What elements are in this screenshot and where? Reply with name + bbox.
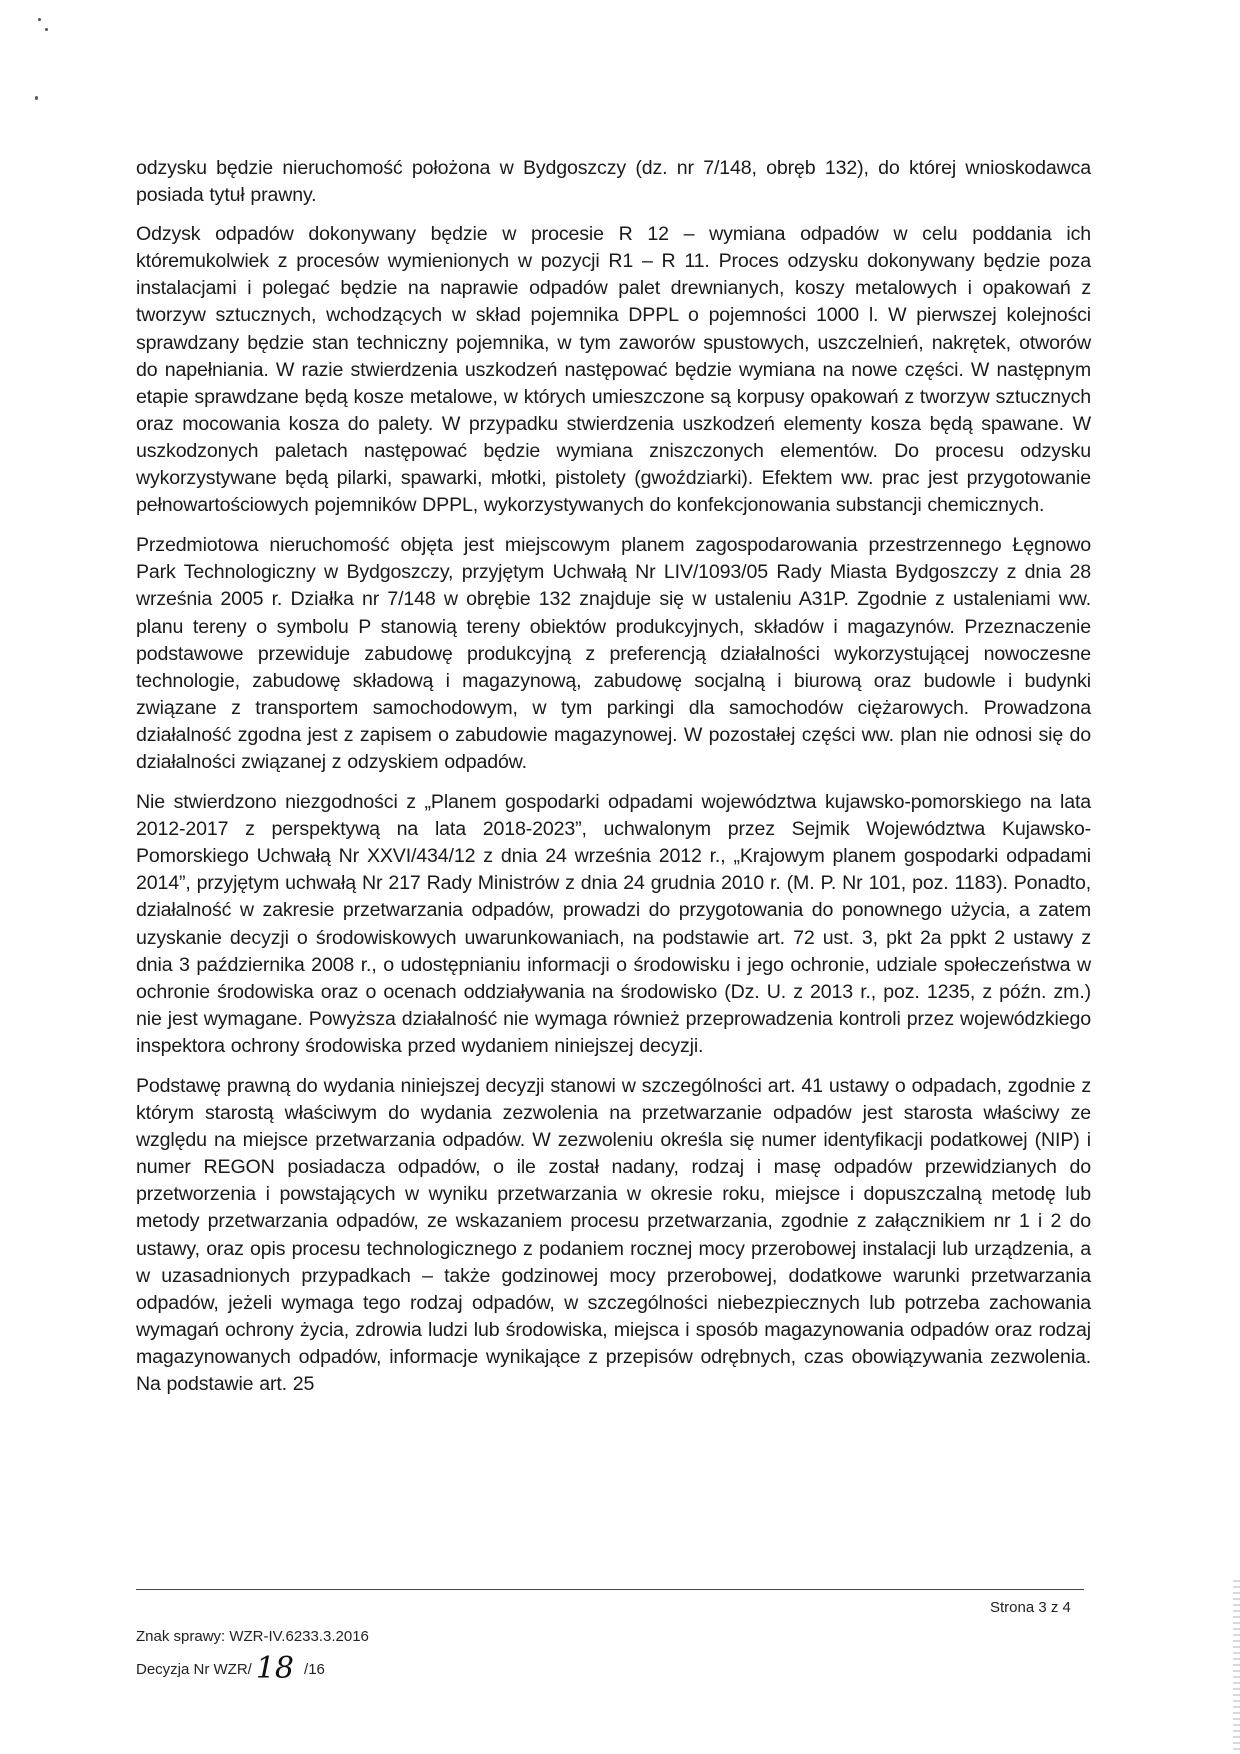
footer-divider [136, 1589, 1084, 1590]
document-body [136, 155, 1091, 1411]
paragraph-recovery-process: Odzysk odpadów dokonywany będzie w procesie R 12 – wymiana odpadów w celu poddania ich któremukolwiek z procesów wymienionych w pozycji R1 – R 11. Proces odzysku dokonywany będzie poza instalacjami i polegać będzie na naprawie odpadów palet drewnianych, koszy metalowych i opakowań z tworzyw sztucznych, wchodzących w skład pojemnika DPPL o pojemności 1000 l. W pierwszej kolejności sprawdzany będzie stan techniczny pojemnika, w tym zaworów spustowych, uszczelnień, nakrętek, otworów do napełniania. W razie stwierdzenia uszkodzeń następować będzie wymiana na nowe części. W następnym etapie sprawdzane będą kosze metalowe, w których umieszczone są korpusy opakowań z tworzyw sztucznych oraz mocowania kosza do palety. W przypadku stwierdzenia uszkodzeń elementy kosza będą spawane. W uszkodzonych paletach następować będzie wymiana zniszczonych elementów. Do procesu odzysku wykorzystywane będą pilarki, spawarki, młotki, pistolety (gwoździarki). Efektem ww. prac jest przygotowanie pełnowartościowych pojemników DPPL, wykorzystywanych do konfekcjonowania substancji chemicznych. [136, 223, 1091, 517]
scan-speck [45, 28, 48, 31]
scan-speck [35, 96, 38, 100]
paragraph-zoning-plan: Przedmiotowa nieruchomość objęta jest miejscowym planem zagospodarowania przestrzennego Łęgnowo Park Technologiczny w Bydgoszczy, przyjętym Uchwałą Nr LIV/1093/05 Rady Miasta Bydgoszczy z dnia 28 września 2005 r. Działka nr 7/148 w obrębie 132 znajduje się w ustaleniu A31P. Zgodnie z ustaleniami ww. planu tereny o symbolu P stanowią tereny obiektów produkcyjnych, składów i magazynów. Przeznaczenie podstawowe przewiduje zabudowę produkcyjną z preferencją działalności wykorzystującej nowoczesne technologie, zabudowę składową i magazynową, zabudowę socjalną i biurową oraz budowle i budynki związane z transportem samochodowym, w tym parkingi dla samochodów ciężarowych. Prowadzona działalność zgodna jest z zapisem o zabudowie magazynowej. W pozostałej części ww. plan nie odnosi się do działalności związanej z odzyskiem odpadów. [136, 534, 1091, 773]
paragraph-waste-plan-compliance: Nie stwierdzono niezgodności z „Planem gospodarki odpadami województwa kujawsko-pomorskiego na lata 2012-2017 z perspektywą na lata 2018-2023”, uchwalonym przez Sejmik Województwa Kujawsko-Pomorskiego Uchwałą Nr XXVI/434/12 z dnia 24 września 2012 r., „Krajowym planem gospodarki odpadami 2014”, przyjętym uchwałą Nr 217 Rady Ministrów z dnia 24 grudnia 2010 r. (M. P. Nr 101, poz. 1183). Ponadto, działalność w zakresie przetwarzania odpadów, prowadzi do przygotowania do ponownego użycia, a zatem uzyskanie decyzji o środowiskowych uwarunkowaniach, na podstawie art. 72 ust. 3, pkt 2a ppkt 2 ustawy z dnia 3 października 2008 r., o udostępnianiu informacji o środowisku i jego ochronie, udziale społeczeństwa w ochronie środowiska oraz o ocenach oddziaływania na środowisko (Dz. U. z 2013 r., poz. 1235, z późn. zm.) nie jest wymagane. Powyższa działalność nie wymaga również przeprowadzenia kontroli przez wojewódzkiego inspektora ochrony środowiska przed wydaniem niniejszej decyzji. [136, 791, 1091, 1057]
paragraph-recovery-site: odzysku będzie nieruchomość położona w Bydgoszczy (dz. nr 7/148, obręb 132), do której wnioskodawca posiada tytuł prawny. [136, 157, 1091, 207]
decision-suffix: /16 [304, 1661, 325, 1678]
paragraph-legal-basis: Podstawę prawną do wydania niniejszej decyzji stanowi w szczególności art. 41 ustawy o odpadach, zgodnie z którym starostą właściwym do wydania zezwolenia na przetwarzanie odpadów jest starosta właściwy ze względu na miejsce przetwarzania odpadów. W zezwoleniu określa się numer identyfikacji podatkowej (NIP) i numer REGON posiadacza odpadów, o ile został nadany, rodzaj i masę odpadów przewidzianych do przetworzenia i powstających w wyniku przetwarzania w okresie roku, miejsce i dopuszczalną metodę lub metody przetwarzania odpadów, ze wskazaniem procesu przetwarzania, zgodnie z załącznikiem nr 1 i 2 do ustawy, oraz opis procesu technologicznego z podaniem rocznej mocy przerobowej instalacji lub urządzenia, a w uzasadnionych przypadkach – także godzinowej mocy przerobowej, dodatkowe warunki przetwarzania odpadów, jeżeli wymaga tego rodzaj odpadów, w szczególności niebezpiecznych lub potrzeba zachowania wymagań ochrony życia, zdrowia ludzi lub środowiska, miejsca i sposób magazynowania odpadów oraz rodzaj magazynowanych odpadów, informacje wynikające z przepisów odrębnych, czas obowiązywania zezwolenia. Na podstawie art. 25 [136, 1075, 1091, 1396]
scan-edge-artifact [1233, 1580, 1240, 1750]
decision-number [136, 1651, 325, 1686]
decision-prefix: Decyzja Nr WZR/ [136, 1661, 252, 1678]
page-number: Strona 3 z 4 [990, 1599, 1071, 1616]
decision-handwritten-number: 18 [255, 1651, 295, 1686]
scan-speck [38, 18, 41, 21]
case-reference: Znak sprawy: WZR-IV.6233.3.2016 [136, 1628, 369, 1645]
